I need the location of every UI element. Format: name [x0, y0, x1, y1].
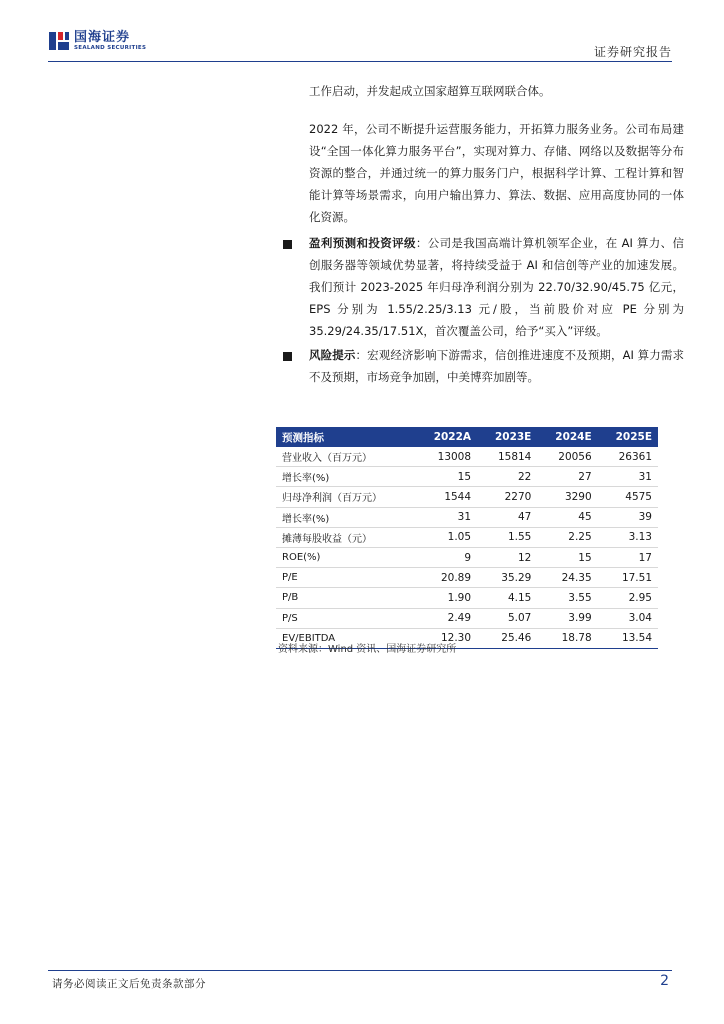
table-cell: 47 — [477, 507, 537, 527]
table-cell: 5.07 — [477, 608, 537, 628]
table-row-label: 增长率(%) — [276, 467, 416, 487]
paragraph-earnings-forecast — [309, 232, 684, 342]
paragraph-supercomputing: 工作启动，并发起成立国家超算互联网联合体。 — [309, 84, 551, 98]
table-cell: 45 — [537, 507, 597, 527]
table-cell: 15 — [537, 547, 597, 567]
table-cell: 12.30 — [416, 628, 478, 648]
table-row-label: 增长率(%) — [276, 507, 416, 527]
table-cell: 3.04 — [598, 608, 658, 628]
table-cell: 3.99 — [537, 608, 597, 628]
table-row — [276, 487, 658, 507]
logo-mark-icon — [48, 30, 70, 52]
forecast-table-body — [276, 447, 658, 648]
table-row-label: ROE(%) — [276, 547, 416, 567]
header-divider — [48, 61, 672, 62]
table-row-label: EV/EBITDA — [276, 628, 416, 648]
table-row — [276, 447, 658, 467]
table-cell: 2.95 — [598, 588, 658, 608]
table-cell: 31 — [416, 507, 478, 527]
forecast-table-header-row — [276, 427, 658, 447]
table-cell: 2.49 — [416, 608, 478, 628]
table-cell: 39 — [598, 507, 658, 527]
footer-disclaimer: 请务必阅读正文后免责条款部分 — [52, 978, 206, 990]
bullet-square-icon — [283, 352, 292, 361]
table-row — [276, 568, 658, 588]
paragraph-computing-service: 2022 年，公司不断提升运营服务能力，开拓算力服务业务。公司布局建设“全国一体化算力服务平台”，实现对算力、存储、网络以及数据等分布资源的整合，并通过统一的算力服务门户，根据科学计算、工程计算和智能计算等场景需求，向用户输出算力、算法、数据、应用高度协同的一体化资源。 — [309, 122, 684, 224]
table-cell: 4.15 — [477, 588, 537, 608]
table-cell: 1.05 — [416, 527, 478, 547]
logo-en-text: SEALAND SECURITIES — [74, 44, 147, 51]
table-cell: 13008 — [416, 447, 478, 467]
table-row — [276, 527, 658, 547]
paragraph-risk-warning — [309, 344, 684, 388]
table-cell: 27 — [537, 467, 597, 487]
table-cell: 15814 — [477, 447, 537, 467]
table-header-cell: 2023E — [477, 427, 537, 447]
table-row — [276, 507, 658, 527]
table-cell: 12 — [477, 547, 537, 567]
table-cell: 1.55 — [477, 527, 537, 547]
table-row-label: 归母净利润（百万元） — [276, 487, 416, 507]
table-cell: 15 — [416, 467, 478, 487]
table-header-cell: 2022A — [416, 427, 478, 447]
report-type-title: 证券研究报告 — [593, 45, 672, 59]
table-cell: 22 — [477, 467, 537, 487]
table-cell: 24.35 — [537, 568, 597, 588]
table-cell: 20.89 — [416, 568, 478, 588]
table-row — [276, 467, 658, 487]
table-cell: 2270 — [477, 487, 537, 507]
forecast-table — [276, 427, 658, 649]
table-cell: 4575 — [598, 487, 658, 507]
table-row — [276, 547, 658, 567]
table-cell: 1.90 — [416, 588, 478, 608]
table-cell: 9 — [416, 547, 478, 567]
earnings-forecast-text: ：公司是我国高端计算机领军企业，在 AI 算力、信创服务器等领域优势显著，将持续受益于 AI 和信创等产业的加速发展。我们预计 2023-2025 年归母净利润分别为 22.70/32.90/45.75 亿元，EPS 分别为 1.55/2.25/3.13 元/股，当前股价对应 PE 分别为 35.29/24.35/17.51X，首次覆盖公司，给予“买入”评级。 — [309, 236, 685, 338]
table-cell: 31 — [598, 467, 658, 487]
bullet-square-icon — [283, 240, 292, 249]
table-source-note: 资料来源：Wind 资讯、国海证券研究所 — [278, 644, 457, 655]
footer-divider — [48, 970, 672, 971]
table-row-label: P/S — [276, 608, 416, 628]
table-cell: 13.54 — [598, 628, 658, 648]
table-row-label: P/B — [276, 588, 416, 608]
risk-warning-heading: 风险提示 — [309, 348, 356, 362]
table-cell: 17 — [598, 547, 658, 567]
table-row-label: 营业收入（百万元） — [276, 447, 416, 467]
table-header-cell: 2024E — [537, 427, 597, 447]
logo-cn-text: 国海证券 — [74, 29, 131, 45]
table-cell: 3.13 — [598, 527, 658, 547]
table-row-label: P/E — [276, 568, 416, 588]
table-cell: 2.25 — [537, 527, 597, 547]
table-cell: 35.29 — [477, 568, 537, 588]
table-header-cell: 2025E — [598, 427, 658, 447]
table-cell: 25.46 — [477, 628, 537, 648]
table-cell: 26361 — [598, 447, 658, 467]
table-header-cell: 预测指标 — [276, 427, 416, 447]
earnings-forecast-heading: 盈利预测和投资评级 — [309, 236, 416, 250]
risk-warning-text: ：宏观经济影响下游需求，信创推进速度不及预期，AI 算力需求不及预期，市场竞争加剧，中美博弈加剧等。 — [309, 348, 684, 384]
table-cell: 17.51 — [598, 568, 658, 588]
company-logo — [48, 30, 146, 52]
table-cell: 1544 — [416, 487, 478, 507]
table-cell: 3290 — [537, 487, 597, 507]
table-cell: 18.78 — [537, 628, 597, 648]
page-number: 2 — [660, 973, 669, 989]
table-row — [276, 608, 658, 628]
table-row — [276, 588, 658, 608]
table-row-label: 摊薄每股收益（元） — [276, 527, 416, 547]
table-cell: 3.55 — [537, 588, 597, 608]
table-cell: 20056 — [537, 447, 597, 467]
